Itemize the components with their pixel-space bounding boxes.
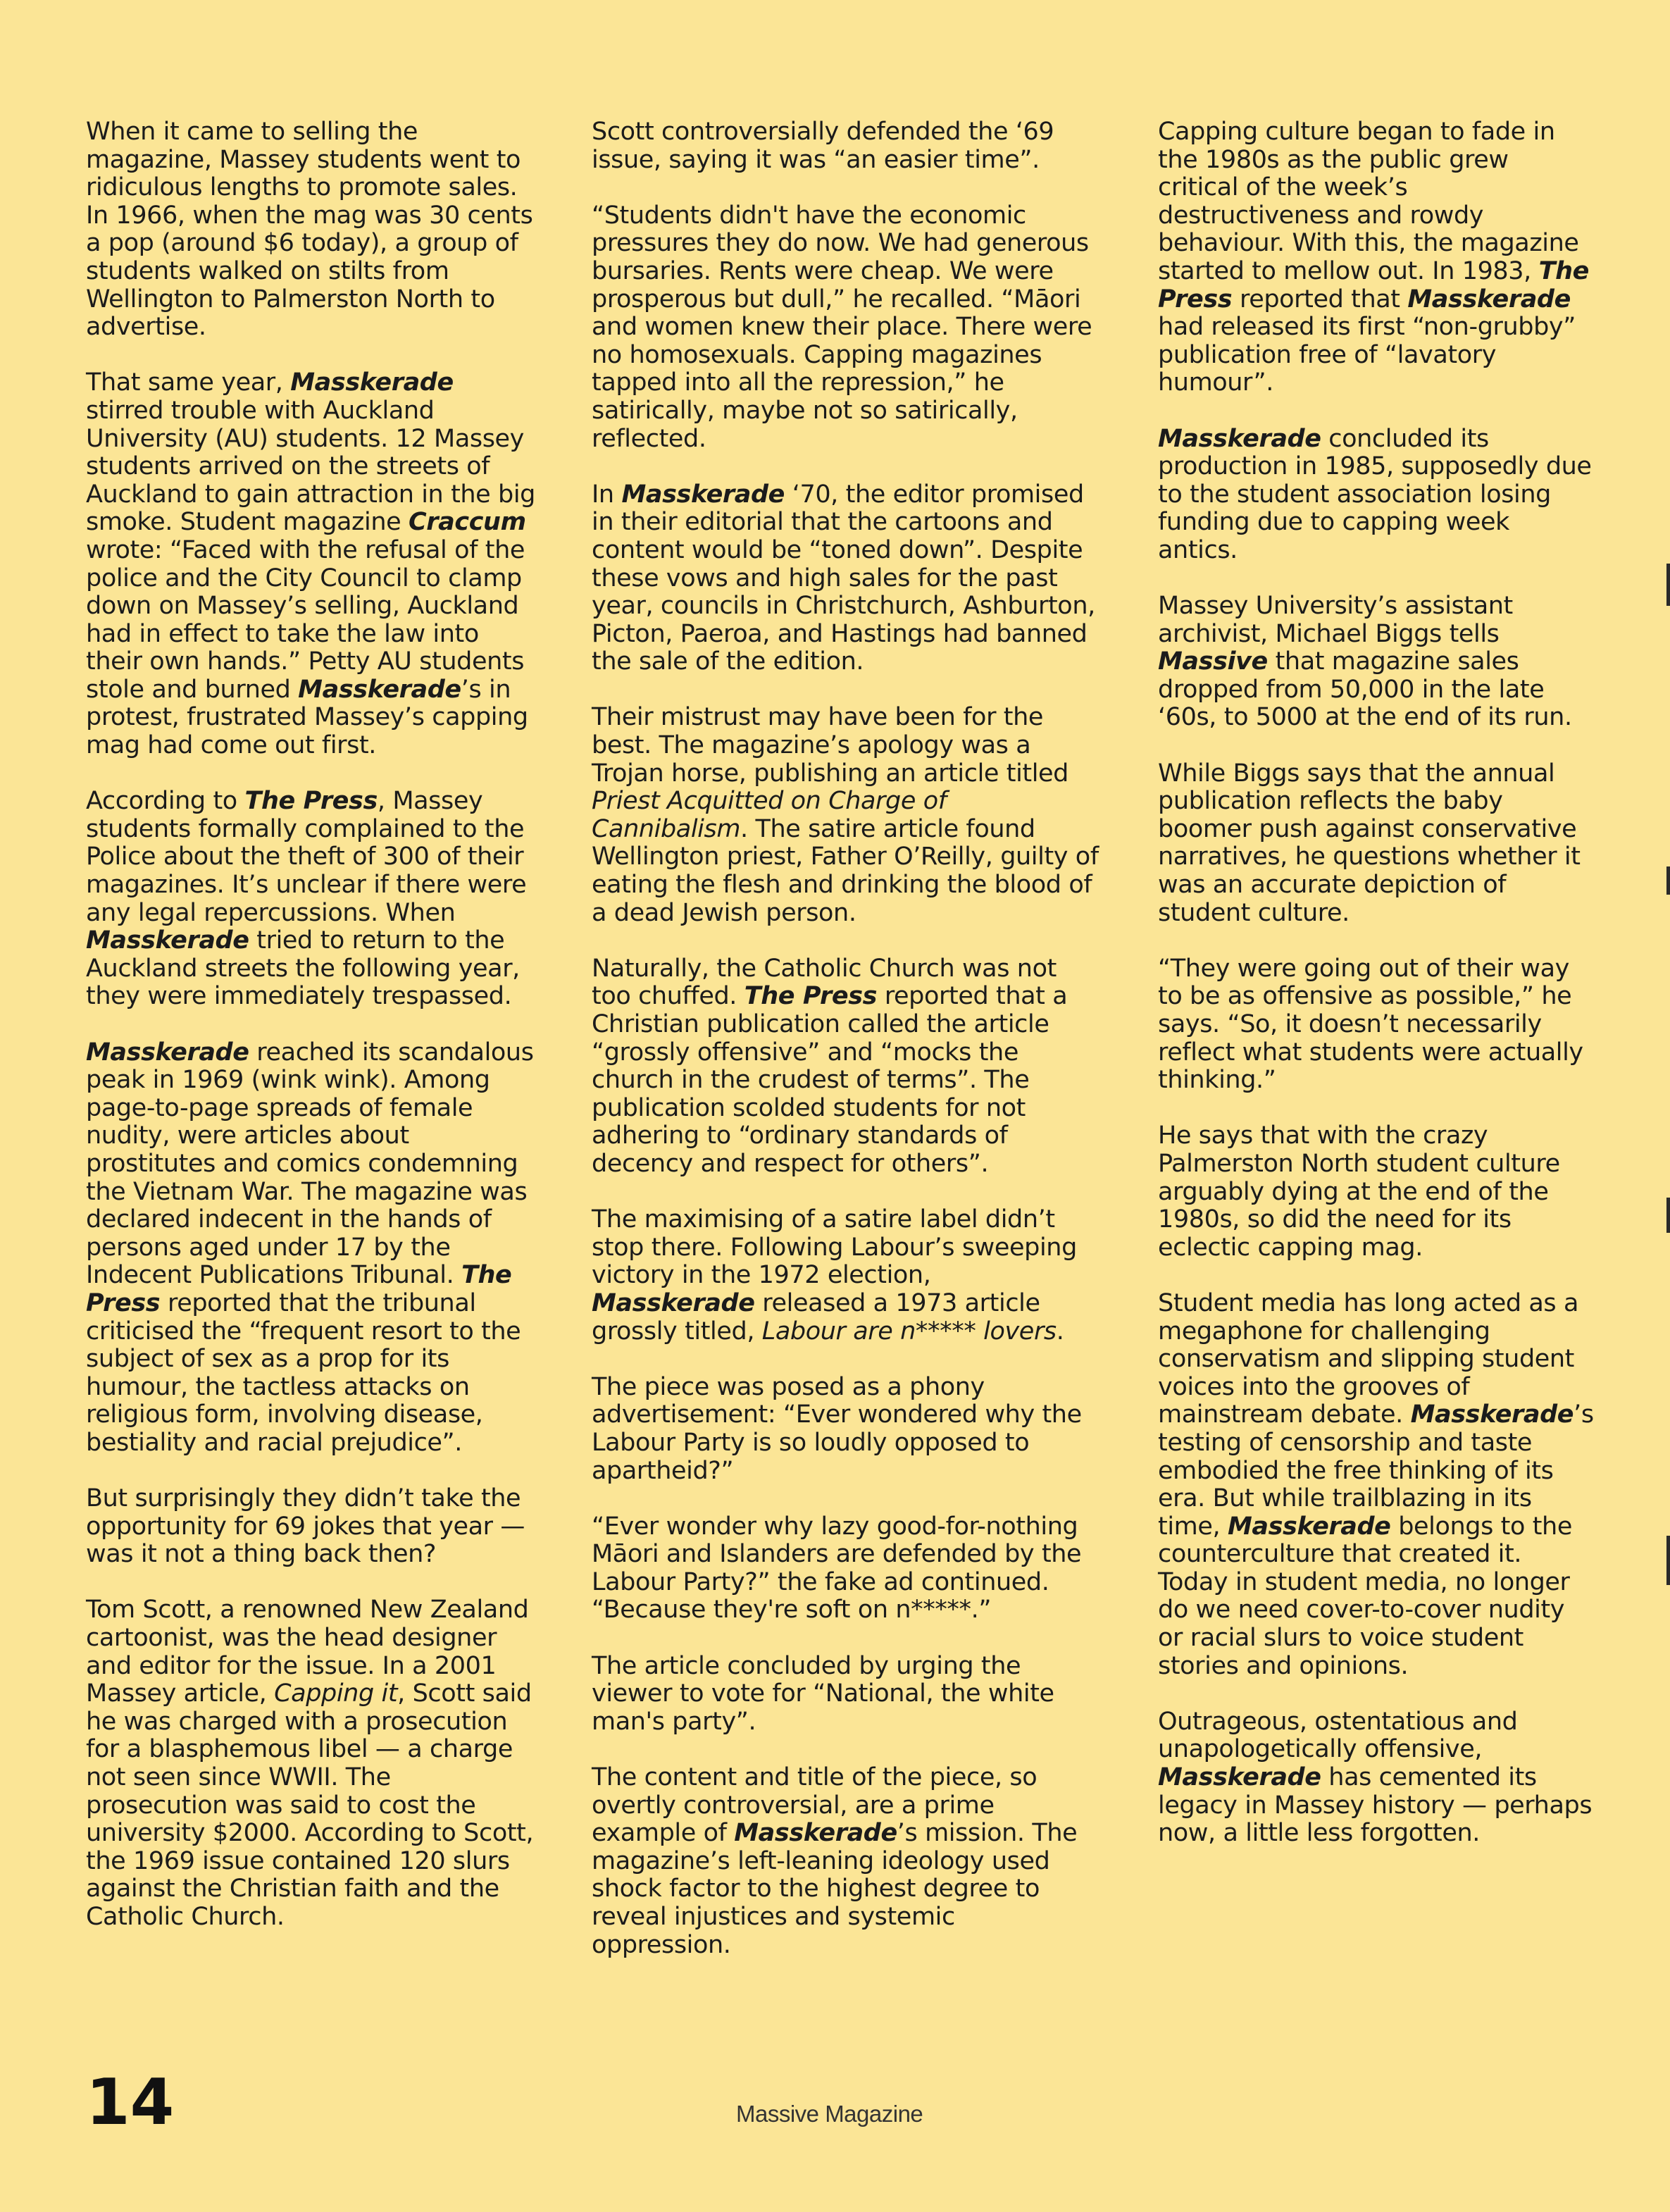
emphasis-text: Masskerade: [290, 368, 454, 397]
emphasis-text: Masskerade: [298, 675, 461, 704]
paragraph-text: But surprisingly they didn’t take the opportunity for 69 jokes that year — was it not a thing back then?: [86, 1484, 525, 1569]
article-paragraph: [592, 1653, 1099, 1736]
article-paragraph: [592, 118, 1099, 174]
paragraph-text: ’s in protest, frustrated Massey’s capping mag had come out first.: [86, 675, 528, 760]
article-paragraph: [1158, 760, 1595, 928]
paragraph-text: .: [1056, 1317, 1064, 1346]
emphasis-text: Priest Acquitted on Charge of Cannibalism: [592, 787, 947, 843]
paragraph-text: Tom Scott, a renowned New Zealand cartoonist, was the head designer and editor for the issue. In a 2001 Massey article,: [86, 1596, 529, 1708]
article-paragraph: [592, 955, 1099, 1179]
article-paragraph: [592, 1206, 1099, 1346]
article-paragraph: [592, 1374, 1099, 1485]
paragraph-text: According to: [86, 787, 245, 816]
emphasis-text: Masskerade: [86, 1038, 249, 1067]
paragraph-text: has cemented its legacy in Massey history — perhaps now, a little less forgotten.: [1158, 1763, 1593, 1848]
emphasis-text: Masskerade: [621, 480, 785, 509]
paragraph-text: Capping culture began to fade in the 1980s as the public grew critical of the week’s destructiveness and rowdy behaviour. With this, the magazine started to mellow out. In 1983,: [1158, 118, 1579, 285]
paragraph-text: He says that with the crazy Palmerston North student culture arguably dying at the end of the 1980s, so did the need for its eclectic capping mag.: [1158, 1121, 1560, 1262]
paragraph-text: ‘70, the editor promised in their editorial that the cartoons and content would be “toned down”. Despite these vows and high sales for the past year, councils in Christchurch, Ashburton, Picton, Paeroa, and Hastings had banned the sale of the edition.: [592, 480, 1095, 676]
paragraph-text: The maximising of a satire label didn’t stop there. Following Labour’s sweeping victory in the 1972 election,: [592, 1205, 1077, 1290]
paragraph-text: . The satire article found Wellington priest, Father O’Reilly, guilty of eating the flesh and drinking the blood of a dead Jewish person.: [592, 814, 1099, 927]
paragraph-text: wrote: “Faced with the refusal of the police and the City Council to clamp down on Massey’s selling, Auckland had in effect to take the law into their own hands.” Petty AU students stole and burned: [86, 535, 525, 704]
paragraph-text: ’s mission. The magazine’s left-leaning ideology used shock factor to the highest degree to reveal injustices and systemic oppression.: [592, 1819, 1078, 1959]
paragraph-text: The article concluded by urging the viewer to vote for “National, the white man's party”.: [592, 1651, 1054, 1736]
article-paragraph: [592, 202, 1099, 453]
paragraph-text: While Biggs says that the annual publication reflects the baby boomer push against conservative narratives, he questions whether it was an accurate depiction of student culture.: [1158, 759, 1581, 927]
page-number: 14: [86, 2065, 175, 2139]
article-paragraph: [592, 1513, 1099, 1624]
paragraph-text: Outrageous, ostentatious and unapologetically offensive,: [1158, 1707, 1518, 1764]
emphasis-text: Masskerade: [734, 1819, 897, 1848]
paragraph-text: Scott controversially defended the ‘69 issue, saying it was “an easier time”.: [592, 118, 1054, 174]
emphasis-text: Masskerade: [1158, 424, 1321, 453]
article-paragraph: [86, 369, 537, 759]
article-paragraph: [1158, 1708, 1595, 1848]
page-edge-mark: [1666, 1536, 1670, 1585]
emphasis-text: Masskerade: [592, 1288, 755, 1317]
paragraph-text: Naturally, the Catholic Church was not too chuffed.: [592, 954, 1057, 1011]
paragraph-text: That same year,: [86, 368, 291, 397]
emphasis-text: Masskerade: [1227, 1512, 1391, 1541]
article-paragraph: [592, 1764, 1099, 1959]
article-paragraph: [592, 704, 1099, 927]
emphasis-text: The Press: [744, 982, 878, 1011]
emphasis-text: Labour are n***** lovers: [761, 1317, 1057, 1346]
paragraph-text: concluded its production in 1985, supposedly due to the student association losing funding due to capping week antics.: [1158, 424, 1592, 564]
emphasis-text: The Press: [86, 1261, 512, 1317]
emphasis-text: The Press: [1158, 256, 1589, 313]
emphasis-text: Masskerade: [86, 926, 249, 955]
paragraph-text: reported that a Christian publication called the article “grossly offensive” and “mocks the church in the crudest of terms”. The publication scolded students for not adhering to “ordinary standards of decency and respect for others”.: [592, 982, 1068, 1178]
article-paragraph: [1158, 425, 1595, 565]
page-edge-mark: [1666, 1198, 1670, 1233]
paragraph-text: reported that: [1232, 285, 1408, 313]
paragraph-text: The piece was posed as a phony advertisement: “Ever wondered why the Labour Party is so loudly opposed to apartheid?”: [592, 1372, 1082, 1485]
paragraph-text: had released its first “non-grubby” publication free of “lavatory humour”.: [1158, 313, 1576, 397]
paragraph-text: Their mistrust may have been for the best. The magazine’s apology was a Trojan horse, publishing an article titled: [592, 703, 1068, 788]
emphasis-text: Masskerade: [1407, 285, 1571, 313]
page-edge-mark: [1666, 866, 1670, 895]
article-paragraph: [1158, 1290, 1595, 1680]
article-column-1: [86, 118, 537, 1932]
emphasis-text: Capping it: [274, 1679, 398, 1708]
emphasis-text: Massive: [1158, 647, 1268, 676]
article-paragraph: [86, 1485, 537, 1569]
paragraph-text: , Massey students formally complained to the Police about the theft of 300 of their magazines. It’s unclear if there were any legal repercussions. When: [86, 787, 527, 927]
paragraph-text: ’s testing of censorship and taste embodied the free thinking of its era. But while trailblazing in its time,: [1158, 1400, 1594, 1541]
paragraph-text: stirred trouble with Auckland University (AU) students. 12 Massey students arrived on the streets of Auckland to gain attraction in the big smoke. Student magazine: [86, 396, 535, 537]
paragraph-text: tried to return to the Auckland streets the following year, they were immediately trespassed.: [86, 926, 520, 1011]
emphasis-text: The Press: [244, 787, 378, 816]
paragraph-text: “Students didn't have the economic pressures they do now. We had generous bursaries. Rents were cheap. We were prosperous but dull,” he recalled. “Māori and women knew their place. There were no homosexuals. Capping magazines tapped into all the repression,” he satirically, maybe not so satirically, reflected.: [592, 201, 1092, 453]
paragraph-text: The content and title of the piece, so overtly controversial, are a prime example of: [592, 1763, 1037, 1848]
paragraph-text: In: [592, 480, 622, 509]
article-column-3: [1158, 118, 1595, 1848]
paragraph-text: Student media has long acted as a megaphone for challenging conservatism and slipping student voices into the grooves of mainstream debate.: [1158, 1288, 1579, 1429]
paragraph-text: Massey University’s assistant archivist, Michael Biggs tells: [1158, 592, 1513, 648]
emphasis-text: Masskerade: [1158, 1763, 1321, 1792]
paragraph-text: belongs to the counterculture that created it. Today in student media, no longer do we need cover-to-cover nudity or racial slurs to voice student stories and opinions.: [1158, 1512, 1572, 1680]
paragraph-text: “They were going out of their way to be as offensive as possible,” he says. “So, it doesn’t necessarily reflect what students were actually thinking.”: [1158, 954, 1583, 1095]
paragraph-text: , Scott said he was charged with a prosecution for a blasphemous libel — a charge not seen since WWII. The prosecution was said to cost the university $2000. According to Scott, the 1969 issue contained 120 slurs against the Christian faith and the Catholic Church.: [86, 1679, 534, 1931]
emphasis-text: Craccum: [409, 508, 526, 537]
paragraph-text: “Ever wonder why lazy good-for-nothing Māori and Islanders are defended by the Labour Party?” the fake ad continued. “Because they're soft on n*****.”: [592, 1512, 1082, 1624]
article-paragraph: [86, 1039, 537, 1458]
article-paragraph: [86, 788, 537, 1011]
article-paragraph: [1158, 955, 1595, 1095]
emphasis-text: Masskerade: [1410, 1400, 1574, 1429]
paragraph-text: When it came to selling the magazine, Massey students went to ridiculous lengths to promote sales. In 1966, when the mag was 30 cents a pop (around $6 today), a group of students walked on stilts from Wellington to Palmerston North to advertise.: [86, 118, 533, 342]
article-paragraph: [1158, 592, 1595, 732]
paragraph-text: released a 1973 article grossly titled,: [592, 1288, 1040, 1346]
article-paragraph: [592, 481, 1099, 676]
footer-publication-title: Massive Magazine: [736, 2101, 923, 2127]
paragraph-text: that magazine sales dropped from 50,000 in the late ‘60s, to 5000 at the end of its run.: [1158, 647, 1572, 732]
article-column-2: [592, 118, 1099, 1959]
article-paragraph: [86, 118, 537, 342]
paragraph-text: reached its scandalous peak in 1969 (wink wink). Among page-to-page spreads of female nudity, were articles about prostitutes and comics condemning the Vietnam War. The magazine was declared indecent in the hands of persons aged under 17 by the Indecent Publications Tribunal.: [86, 1038, 534, 1290]
article-paragraph: [1158, 118, 1595, 397]
page-edge-mark: [1666, 564, 1670, 606]
paragraph-text: reported that the tribunal criticised the “frequent resort to the subject of sex as a prop for its humour, the tactless attacks on religious form, involving disease, bestiality and racial prejudice”.: [86, 1288, 521, 1457]
article-paragraph: [86, 1596, 537, 1931]
article-paragraph: [1158, 1122, 1595, 1262]
